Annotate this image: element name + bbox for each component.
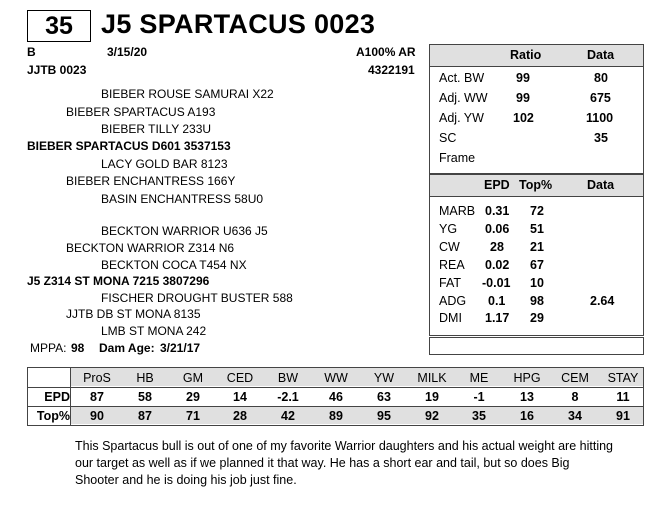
pedigree-sire-dam: BIEBER ENCHANTRESS 166Y bbox=[66, 174, 236, 188]
carcass-epd: 0.1 bbox=[488, 294, 506, 308]
top-percent-value: 16 bbox=[520, 409, 534, 423]
carcass-top: 72 bbox=[530, 204, 544, 218]
pedigree-sire-sire-dam: BIEBER TILLY 233U bbox=[101, 122, 212, 136]
top-percent-value: 91 bbox=[616, 409, 630, 423]
registration-number: 4322191 bbox=[368, 63, 415, 77]
performance-data: 35 bbox=[594, 131, 608, 145]
carcass-top: 21 bbox=[530, 240, 544, 254]
carcass-data: 2.64 bbox=[590, 294, 615, 308]
carcass-top: 67 bbox=[530, 258, 544, 272]
carcass-label: ADG bbox=[439, 294, 467, 308]
epd-column-header: CED bbox=[226, 371, 254, 385]
pedigree-sire-dam-sire: LACY GOLD BAR 8123 bbox=[101, 157, 228, 171]
top-percent-value: 42 bbox=[281, 409, 295, 423]
epd-value: 58 bbox=[138, 390, 152, 404]
divider bbox=[70, 368, 71, 425]
performance-data: 80 bbox=[594, 71, 608, 85]
epd-column-header: STAY bbox=[607, 371, 639, 385]
blank-box bbox=[429, 337, 644, 355]
top-percent-value: 71 bbox=[186, 409, 200, 423]
carcass-top: 98 bbox=[530, 294, 544, 308]
carcass-top: 51 bbox=[530, 222, 544, 236]
top-percent-value: 28 bbox=[233, 409, 247, 423]
top-percent-value: 87 bbox=[138, 409, 152, 423]
carcass-epd: 0.02 bbox=[485, 258, 510, 272]
top-percent-value: 35 bbox=[472, 409, 486, 423]
epd-value: 13 bbox=[520, 390, 534, 404]
epd-column-header: CEM bbox=[561, 371, 589, 385]
epd-row-label: EPD bbox=[44, 390, 70, 404]
carcass-epd: 28 bbox=[490, 240, 504, 254]
pedigree-dam-sire: BECKTON WARRIOR Z314 N6 bbox=[66, 241, 235, 255]
dam-age-label: Dam Age: bbox=[99, 341, 155, 355]
carcass-label: FAT bbox=[439, 276, 461, 290]
pedigree-dam-dam-sire: FISCHER DROUGHT BUSTER 588 bbox=[101, 291, 293, 305]
pedigree-dam-dam: JJTB DB ST MONA 8135 bbox=[66, 307, 201, 321]
pedigree-dam: J5 Z314 ST MONA 7215 3807296 bbox=[27, 274, 210, 288]
epd-column-header: WW bbox=[324, 371, 348, 385]
epd-column-header: ME bbox=[469, 371, 489, 385]
carcass-header bbox=[430, 175, 643, 197]
epd-value: 11 bbox=[616, 390, 630, 404]
dam-age-value: 3/21/17 bbox=[160, 341, 201, 355]
epd-value: 63 bbox=[377, 390, 391, 404]
performance-table bbox=[429, 44, 644, 174]
carcass-epd: 0.06 bbox=[485, 222, 510, 236]
pedigree-sire: BIEBER SPARTACUS D601 3537153 bbox=[27, 139, 231, 153]
registration-type: A100% AR bbox=[356, 45, 416, 59]
epd-column-header: BW bbox=[277, 371, 299, 385]
pedigree-dam-sire-sire: BECKTON WARRIOR U636 J5 bbox=[101, 224, 268, 238]
epd-column-header: EPD bbox=[484, 178, 510, 192]
performance-ratio: 99 bbox=[516, 91, 530, 105]
epd-column-header: MILK bbox=[417, 371, 447, 385]
comment bbox=[75, 438, 635, 489]
comment-line: our target as well as if we planned it that way. He has a short ear and tail, but so does Big bbox=[75, 456, 570, 470]
carcass-epd: 1.17 bbox=[485, 311, 510, 325]
epd-value: 14 bbox=[233, 390, 247, 404]
data-column-header: Data bbox=[587, 178, 615, 192]
carcass-label: YG bbox=[439, 222, 458, 236]
comment-line: This Spartacus bull is out of one of my favorite Warrior daughters and his actual weight are hitting bbox=[75, 439, 614, 453]
epd-value: 46 bbox=[329, 390, 343, 404]
epd-value: -1 bbox=[473, 390, 485, 404]
top-row-label: Top% bbox=[36, 409, 70, 423]
mppa-value: 98 bbox=[71, 341, 85, 355]
ratio-column-header: Ratio bbox=[510, 48, 542, 62]
top-column-header: Top% bbox=[519, 178, 553, 192]
epd-column-header: GM bbox=[182, 371, 204, 385]
performance-label: Adj. YW bbox=[439, 111, 484, 125]
lot-number: 35 bbox=[27, 10, 91, 42]
performance-label: SC bbox=[439, 131, 457, 145]
pedigree-sire-dam-dam: BASIN ENCHANTRESS 58U0 bbox=[101, 192, 264, 206]
birth-date: 3/15/20 bbox=[107, 45, 148, 59]
epd-column-header: YW bbox=[373, 371, 395, 385]
mppa-label: MPPA: bbox=[30, 341, 67, 355]
divider bbox=[28, 406, 643, 407]
divider bbox=[28, 387, 643, 388]
epd-value: -2.1 bbox=[277, 390, 299, 404]
pedigree-sire-sire: BIEBER SPARTACUS A193 bbox=[66, 105, 216, 119]
top-percent-value: 90 bbox=[90, 409, 104, 423]
carcass-label: DMI bbox=[439, 311, 462, 325]
carcass-epd: -0.01 bbox=[482, 276, 511, 290]
performance-ratio: 102 bbox=[513, 111, 534, 125]
performance-label: Act. BW bbox=[439, 71, 485, 85]
pedigree-dam-sire-dam: BECKTON COCA T454 NX bbox=[101, 258, 247, 272]
epd-value: 8 bbox=[571, 390, 579, 404]
carcass-label: CW bbox=[439, 240, 460, 254]
epd-value: 19 bbox=[425, 390, 439, 404]
performance-header bbox=[430, 45, 643, 67]
data-column-header: Data bbox=[587, 48, 615, 62]
epd-column-header: ProS bbox=[83, 371, 111, 385]
performance-label: Adj. WW bbox=[439, 91, 488, 105]
top-percent-value: 95 bbox=[377, 409, 391, 423]
carcass-top: 10 bbox=[530, 276, 544, 290]
pedigree-dam-dam-dam: LMB ST MONA 242 bbox=[101, 324, 207, 338]
comment-line: Shooter and he is doing his job just fine. bbox=[75, 473, 297, 487]
carcass-label: MARB bbox=[439, 204, 476, 218]
epd-value: 29 bbox=[186, 390, 200, 404]
epd-column-header: HB bbox=[136, 371, 154, 385]
tattoo: JJTB 0023 bbox=[27, 63, 87, 77]
performance-ratio: 99 bbox=[516, 71, 530, 85]
pedigree-sire-sire-sire: BIEBER ROUSE SAMURAI X22 bbox=[101, 87, 274, 101]
performance-data: 675 bbox=[590, 91, 611, 105]
top-percent-value: 92 bbox=[425, 409, 439, 423]
class-label: B bbox=[27, 45, 36, 59]
epd-table bbox=[27, 367, 644, 426]
performance-data: 1100 bbox=[586, 111, 614, 125]
bull-name: J5 SPARTACUS 0023 bbox=[101, 9, 376, 39]
carcass-top: 29 bbox=[530, 311, 544, 325]
top-percent-value: 89 bbox=[329, 409, 343, 423]
carcass-label: REA bbox=[439, 258, 465, 272]
performance-label: Frame bbox=[439, 151, 476, 165]
carcass-epd: 0.31 bbox=[485, 204, 510, 218]
carcass-table bbox=[429, 174, 644, 336]
top-percent-value: 34 bbox=[568, 409, 582, 423]
epd-column-header: HPG bbox=[513, 371, 541, 385]
epd-value: 87 bbox=[90, 390, 104, 404]
